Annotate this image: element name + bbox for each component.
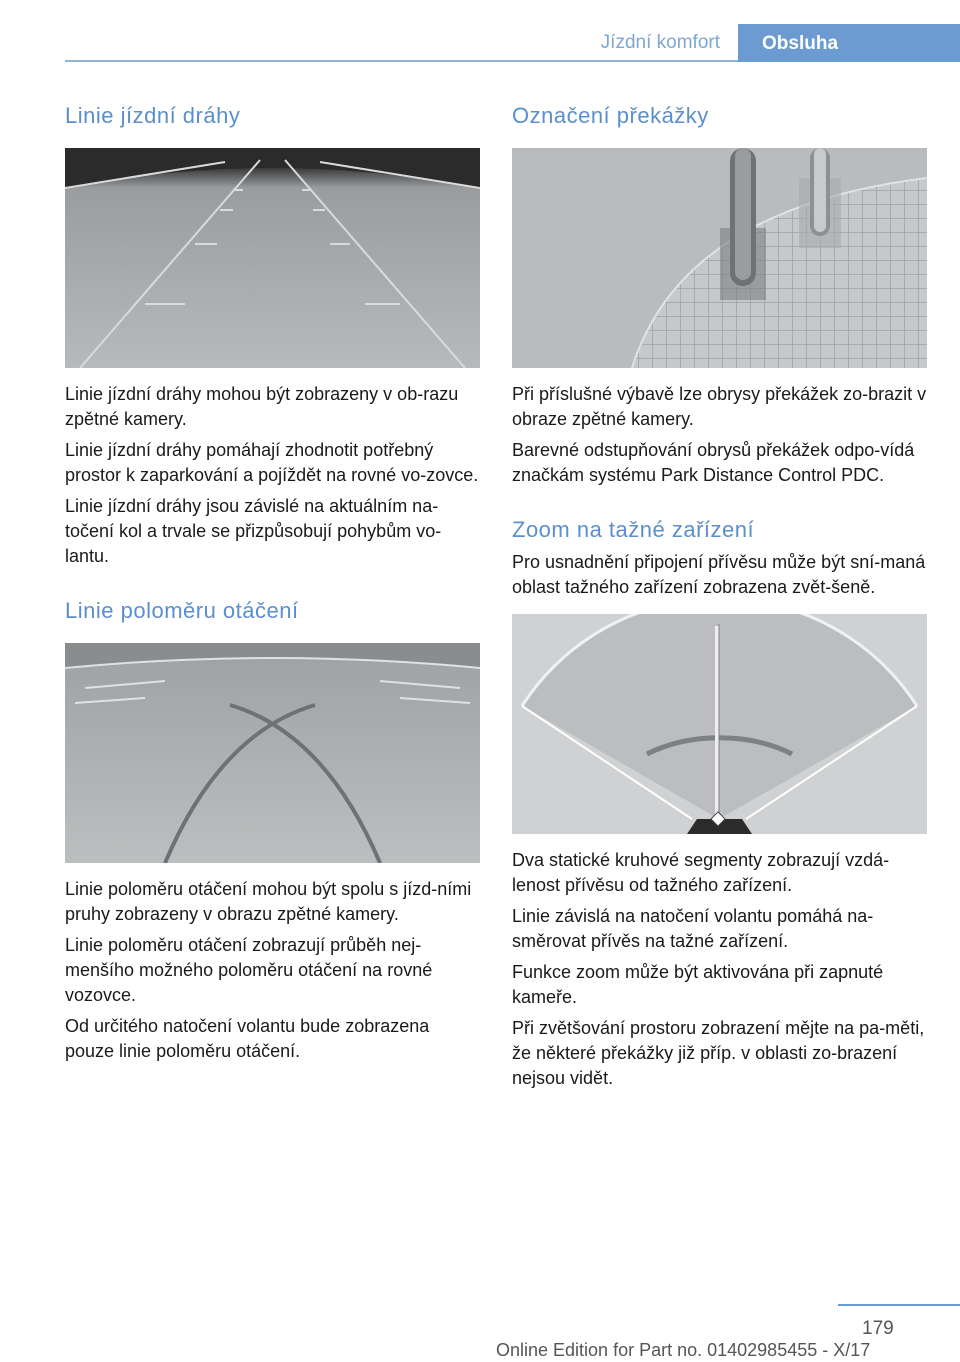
paragraph: Linie jízdní dráhy pomáhají zhodnotit potřebný prostor k zaparkování a pojíždět na rovné vo-zovce.	[65, 440, 479, 485]
paragraph: Linie poloměru otáčení mohou být spolu s jízd-ními pruhy zobrazeny v obrazu zpětné kamery.	[65, 879, 472, 924]
heading-turning-radius: Linie poloměru otáčení	[65, 598, 299, 623]
header-tab: Obsluha	[738, 24, 960, 62]
paragraph: Funkce zoom může být aktivována při zapnuté kameře.	[512, 962, 884, 1007]
paragraph: Při zvětšování prostoru zobrazení mějte na pa-měti, že některé překážky již příp. v oblasti zo-brazení nejsou vidět.	[512, 1018, 925, 1088]
heading-obstacle-marking: Označení překážky	[512, 103, 709, 128]
page-number: 179	[862, 1318, 894, 1339]
turning-radius-image	[65, 643, 480, 863]
right-column	[512, 100, 927, 1097]
paragraph: Linie jízdní dráhy mohou být zobrazeny v ob-razu zpětné kamery.	[65, 384, 459, 429]
header-section-title: Jízdní komfort	[600, 32, 720, 53]
paragraph: Linie závislá na natočení volantu pomáhá na-směrovat přívěs na tažné zařízení.	[512, 906, 874, 951]
paragraph: Od určitého natočení volantu bude zobrazena pouze linie poloměru otáčení.	[65, 1016, 430, 1061]
lane-lines-image	[65, 148, 480, 368]
heading-lane-lines: Linie jízdní dráhy	[65, 103, 241, 128]
paragraph: Linie jízdní dráhy jsou závislé na aktuálním na-točení kol a trvale se přizpůsobují pohybům vo-lantu.	[65, 496, 442, 566]
heading-towbar-zoom: Zoom na tažné zařízení	[512, 517, 755, 542]
paragraph: Pro usnadnění připojení přívěsu může být sní-maná oblast tažného zařízení zobrazena zvět-šeně.	[512, 552, 926, 597]
paragraph: Barevné odstupňování obrysů překážek odpo-vídá značkám systému Park Distance Control PDC.	[512, 440, 915, 485]
paragraph: Dva statické kruhové segmenty zobrazují vzdá-lenost přívěsu od tažného zařízení.	[512, 850, 890, 895]
paragraph: Při příslušné výbavě lze obrysy překážek zo-brazit v obraze zpětné kamery.	[512, 384, 927, 429]
towbar-zoom-image	[512, 614, 927, 834]
footer-rule	[838, 1304, 960, 1306]
edition-footer: Online Edition for Part no. 01402985455 - X/17	[496, 1340, 871, 1360]
left-column	[65, 100, 480, 1070]
obstacle-marking-image	[512, 148, 927, 368]
paragraph: Linie poloměru otáčení zobrazují průběh nej-menšího možného poloměru otáčení na rovné vozovce.	[65, 935, 433, 1005]
